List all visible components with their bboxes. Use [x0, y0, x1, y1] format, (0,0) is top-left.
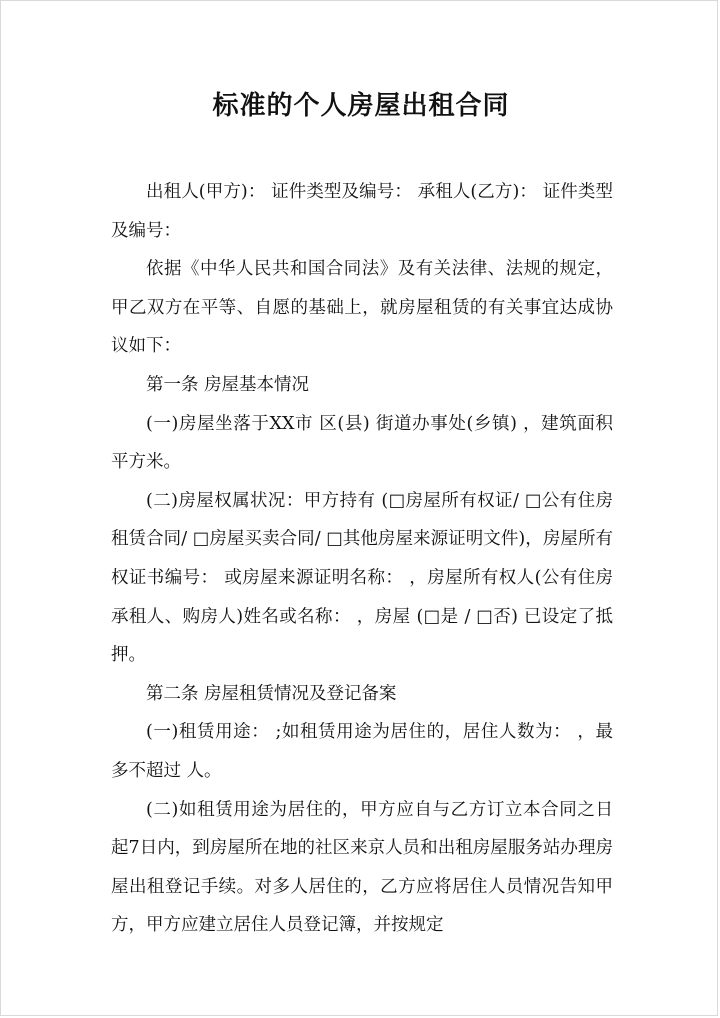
article-1-clause-1: (一)房屋坐落于XX市 区(县) 街道办事处(乡镇) ，建筑面积 平方米。 [111, 413, 613, 473]
article-1-clause-2: (二)房屋权属状况：甲方持有 (□房屋所有权证/ □公有住房租赁合同/ □房屋买卖合同/ □其他房屋来源证明文件)，房屋所有权证书编号： 或房屋来源证明名称： ，房屋所有权人(公有住房承租人、购房人)姓名或名称： ，房屋 (□是 / □否) 已设定了抵押。 [111, 490, 613, 666]
document-body [111, 173, 613, 945]
paragraph-legal-basis: 依据《中华人民共和国合同法》及有关法律、法规的规定，甲乙双方在平等、自愿的基础上，就房屋租赁的有关事宜达成协议如下： [111, 259, 613, 357]
article-2-heading: 第二条 房屋租赁情况及登记备案 [146, 683, 397, 704]
article-1-heading: 第一条 房屋基本情况 [146, 374, 310, 395]
paragraph-parties: 出租人(甲方)： 证件类型及编号： 承租人(乙方)： 证件类型及编号： [111, 182, 613, 241]
article-2-clause-2: (二)如租赁用途为居住的，甲方应自与乙方订立本合同之日起7日内，到房屋所在地的社区来京人员和出租房屋服务站办理房屋出租登记手续。对多人居住的，乙方应将居住人员情况告知甲方，甲方应建立居住人员登记簿，并按规定 [111, 799, 613, 936]
document-title: 标准的个人房屋出租合同 [212, 91, 510, 121]
article-2-clause-1: (一)租赁用途： ;如租赁用途为居住的，居住人数为： ，最多不超过 人。 [111, 722, 613, 781]
